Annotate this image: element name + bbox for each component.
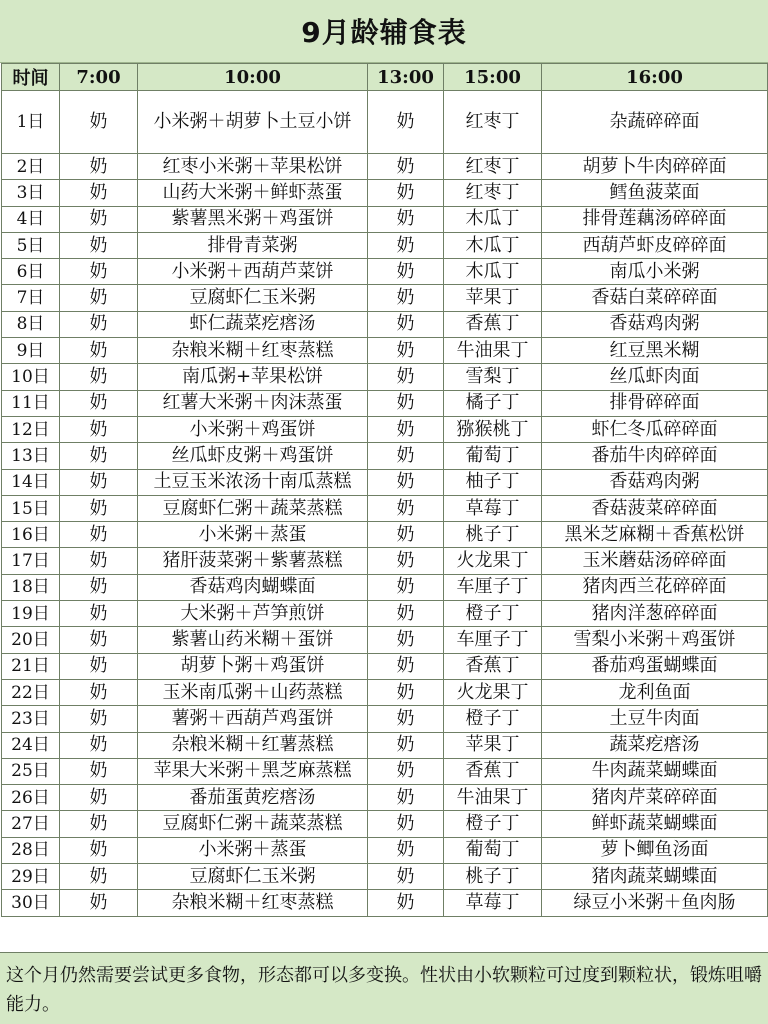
- cell-10am: 红薯大米粥＋肉沫蒸蛋: [138, 390, 368, 416]
- cell-7am: 奶: [60, 91, 138, 154]
- cell-10am: 杂粮米糊＋红薯蒸糕: [138, 732, 368, 758]
- date-cell: 21日: [2, 653, 60, 679]
- cell-7am: 奶: [60, 811, 138, 837]
- date-cell: 8日: [2, 311, 60, 337]
- cell-1pm: 奶: [368, 416, 444, 442]
- cell-1pm: 奶: [368, 785, 444, 811]
- cell-10am: 小米粥＋蒸蛋: [138, 837, 368, 863]
- cell-10am: 胡萝卜粥＋鸡蛋饼: [138, 653, 368, 679]
- cell-4pm: 香菇鸡肉粥: [542, 311, 768, 337]
- cell-4pm: 玉米蘑菇汤碎碎面: [542, 548, 768, 574]
- cell-1pm: 奶: [368, 837, 444, 863]
- cell-10am: 猪肝菠菜粥＋紫薯蒸糕: [138, 548, 368, 574]
- cell-3pm: 牛油果丁: [444, 785, 542, 811]
- date-cell: 1日: [2, 91, 60, 154]
- date-cell: 11日: [2, 390, 60, 416]
- cell-3pm: 橙子丁: [444, 811, 542, 837]
- header-7am: 7:00: [60, 64, 138, 91]
- cell-7am: 奶: [60, 890, 138, 916]
- header-row: [2, 64, 768, 91]
- cell-4pm: 猪肉西兰花碎碎面: [542, 574, 768, 600]
- cell-1pm: 奶: [368, 890, 444, 916]
- cell-10am: 丝瓜虾皮粥＋鸡蛋饼: [138, 443, 368, 469]
- cell-10am: 豆腐虾仁粥＋蔬菜蒸糕: [138, 811, 368, 837]
- cell-3pm: 木瓜丁: [444, 206, 542, 232]
- cell-3pm: 橙子丁: [444, 706, 542, 732]
- date-cell: 22日: [2, 679, 60, 705]
- page-title: 9月龄辅食表: [0, 0, 768, 63]
- cell-7am: 奶: [60, 864, 138, 890]
- footer-note: 这个月仍然需要尝试更多食物，形态都可以多变换。性状由小软颗粒可过度到颗粒状，锻炼咀嚼能力。: [0, 952, 768, 1024]
- header-10am: 10:00: [138, 64, 368, 91]
- cell-3pm: 红枣丁: [444, 91, 542, 154]
- table-row: [2, 180, 768, 206]
- cell-10am: 豆腐虾仁玉米粥: [138, 285, 368, 311]
- cell-7am: 奶: [60, 364, 138, 390]
- cell-3pm: 苹果丁: [444, 732, 542, 758]
- cell-7am: 奶: [60, 285, 138, 311]
- cell-4pm: 黑米芝麻糊＋香蕉松饼: [542, 522, 768, 548]
- cell-4pm: 鲜虾蔬菜蝴蝶面: [542, 811, 768, 837]
- cell-10am: 豆腐虾仁粥＋蔬菜蒸糕: [138, 495, 368, 521]
- table-row: [2, 259, 768, 285]
- cell-10am: 番茄蛋黄疙瘩汤: [138, 785, 368, 811]
- cell-1pm: 奶: [368, 259, 444, 285]
- cell-3pm: 橙子丁: [444, 601, 542, 627]
- cell-10am: 豆腐虾仁玉米粥: [138, 864, 368, 890]
- cell-1pm: 奶: [368, 443, 444, 469]
- cell-3pm: 香蕉丁: [444, 758, 542, 784]
- table-row: [2, 864, 768, 890]
- cell-10am: 紫薯黑米粥＋鸡蛋饼: [138, 206, 368, 232]
- cell-1pm: 奶: [368, 601, 444, 627]
- table-row: [2, 390, 768, 416]
- date-cell: 17日: [2, 548, 60, 574]
- date-cell: 12日: [2, 416, 60, 442]
- cell-10am: 大米粥＋芦笋煎饼: [138, 601, 368, 627]
- cell-3pm: 苹果丁: [444, 285, 542, 311]
- cell-10am: 小米粥＋蒸蛋: [138, 522, 368, 548]
- cell-3pm: 桃子丁: [444, 864, 542, 890]
- table-row: [2, 706, 768, 732]
- cell-7am: 奶: [60, 390, 138, 416]
- cell-1pm: 奶: [368, 706, 444, 732]
- cell-4pm: 萝卜鲫鱼汤面: [542, 837, 768, 863]
- cell-3pm: 车厘子丁: [444, 574, 542, 600]
- cell-7am: 奶: [60, 180, 138, 206]
- cell-7am: 奶: [60, 758, 138, 784]
- date-cell: 28日: [2, 837, 60, 863]
- cell-10am: 小米粥＋鸡蛋饼: [138, 416, 368, 442]
- cell-3pm: 红枣丁: [444, 180, 542, 206]
- date-cell: 23日: [2, 706, 60, 732]
- date-cell: 9日: [2, 338, 60, 364]
- cell-4pm: 番茄牛肉碎碎面: [542, 443, 768, 469]
- cell-4pm: 香菇白菜碎碎面: [542, 285, 768, 311]
- cell-3pm: 车厘子丁: [444, 627, 542, 653]
- cell-7am: 奶: [60, 679, 138, 705]
- cell-4pm: 龙利鱼面: [542, 679, 768, 705]
- cell-3pm: 牛油果丁: [444, 338, 542, 364]
- date-cell: 27日: [2, 811, 60, 837]
- cell-3pm: 桃子丁: [444, 522, 542, 548]
- cell-4pm: 土豆牛肉面: [542, 706, 768, 732]
- cell-10am: 土豆玉米浓汤十南瓜蒸糕: [138, 469, 368, 495]
- cell-10am: 排骨青菜粥: [138, 232, 368, 258]
- date-cell: 30日: [2, 890, 60, 916]
- date-cell: 18日: [2, 574, 60, 600]
- cell-7am: 奶: [60, 469, 138, 495]
- cell-1pm: 奶: [368, 679, 444, 705]
- cell-3pm: 草莓丁: [444, 495, 542, 521]
- table-row: [2, 416, 768, 442]
- table-row: [2, 311, 768, 337]
- cell-4pm: 红豆黑米糊: [542, 338, 768, 364]
- cell-4pm: 丝瓜虾肉面: [542, 364, 768, 390]
- cell-3pm: 柚子丁: [444, 469, 542, 495]
- cell-4pm: 蔬菜疙瘩汤: [542, 732, 768, 758]
- date-cell: 25日: [2, 758, 60, 784]
- cell-4pm: 杂蔬碎碎面: [542, 91, 768, 154]
- cell-7am: 奶: [60, 706, 138, 732]
- date-cell: 26日: [2, 785, 60, 811]
- cell-1pm: 奶: [368, 311, 444, 337]
- cell-4pm: 香菇菠菜碎碎面: [542, 495, 768, 521]
- cell-10am: 南瓜粥+苹果松饼: [138, 364, 368, 390]
- cell-10am: 杂粮米糊＋红枣蒸糕: [138, 890, 368, 916]
- table-row: [2, 758, 768, 784]
- cell-4pm: 猪肉芹菜碎碎面: [542, 785, 768, 811]
- cell-1pm: 奶: [368, 522, 444, 548]
- cell-4pm: 鳕鱼菠菜面: [542, 180, 768, 206]
- cell-4pm: 虾仁冬瓜碎碎面: [542, 416, 768, 442]
- cell-10am: 山药大米粥＋鲜虾蒸蛋: [138, 180, 368, 206]
- cell-1pm: 奶: [368, 548, 444, 574]
- cell-3pm: 木瓜丁: [444, 259, 542, 285]
- table-row: [2, 232, 768, 258]
- table-row: [2, 285, 768, 311]
- date-cell: 14日: [2, 469, 60, 495]
- cell-7am: 奶: [60, 837, 138, 863]
- cell-7am: 奶: [60, 627, 138, 653]
- header-time: 时间: [2, 64, 60, 91]
- table-row: [2, 653, 768, 679]
- date-cell: 24日: [2, 732, 60, 758]
- cell-3pm: 木瓜丁: [444, 232, 542, 258]
- cell-1pm: 奶: [368, 811, 444, 837]
- cell-1pm: 奶: [368, 154, 444, 180]
- cell-3pm: 橘子丁: [444, 390, 542, 416]
- cell-10am: 红枣小米粥＋苹果松饼: [138, 154, 368, 180]
- table-row: [2, 732, 768, 758]
- cell-7am: 奶: [60, 653, 138, 679]
- date-cell: 7日: [2, 285, 60, 311]
- cell-3pm: 火龙果丁: [444, 679, 542, 705]
- table-row: [2, 469, 768, 495]
- date-cell: 5日: [2, 232, 60, 258]
- header-3pm: 15:00: [444, 64, 542, 91]
- cell-1pm: 奶: [368, 285, 444, 311]
- cell-3pm: 香蕉丁: [444, 653, 542, 679]
- cell-1pm: 奶: [368, 338, 444, 364]
- table-row: [2, 811, 768, 837]
- cell-4pm: 雪梨小米粥＋鸡蛋饼: [542, 627, 768, 653]
- meal-table: [1, 63, 768, 917]
- table-row: [2, 679, 768, 705]
- cell-1pm: 奶: [368, 758, 444, 784]
- cell-7am: 奶: [60, 443, 138, 469]
- cell-7am: 奶: [60, 338, 138, 364]
- cell-7am: 奶: [60, 548, 138, 574]
- table-row: [2, 574, 768, 600]
- header-4pm: 16:00: [542, 64, 768, 91]
- cell-3pm: 红枣丁: [444, 154, 542, 180]
- cell-4pm: 猪肉蔬菜蝴蝶面: [542, 864, 768, 890]
- cell-7am: 奶: [60, 311, 138, 337]
- date-cell: 19日: [2, 601, 60, 627]
- cell-4pm: 番茄鸡蛋蝴蝶面: [542, 653, 768, 679]
- date-cell: 15日: [2, 495, 60, 521]
- cell-7am: 奶: [60, 574, 138, 600]
- cell-1pm: 奶: [368, 627, 444, 653]
- table-row: [2, 206, 768, 232]
- cell-7am: 奶: [60, 259, 138, 285]
- cell-1pm: 奶: [368, 653, 444, 679]
- table-row: [2, 154, 768, 180]
- cell-7am: 奶: [60, 232, 138, 258]
- cell-10am: 香菇鸡肉蝴蝶面: [138, 574, 368, 600]
- date-cell: 2日: [2, 154, 60, 180]
- cell-4pm: 猪肉洋葱碎碎面: [542, 601, 768, 627]
- table-row: [2, 495, 768, 521]
- cell-4pm: 排骨碎碎面: [542, 390, 768, 416]
- cell-7am: 奶: [60, 154, 138, 180]
- cell-7am: 奶: [60, 732, 138, 758]
- date-cell: 29日: [2, 864, 60, 890]
- cell-10am: 苹果大米粥＋黑芝麻蒸糕: [138, 758, 368, 784]
- date-cell: 10日: [2, 364, 60, 390]
- cell-1pm: 奶: [368, 364, 444, 390]
- table-row: [2, 338, 768, 364]
- cell-1pm: 奶: [368, 91, 444, 154]
- date-cell: 4日: [2, 206, 60, 232]
- cell-3pm: 火龙果丁: [444, 548, 542, 574]
- table-body: [2, 91, 768, 917]
- cell-1pm: 奶: [368, 390, 444, 416]
- cell-1pm: 奶: [368, 864, 444, 890]
- table-row: [2, 522, 768, 548]
- cell-10am: 杂粮米糊＋红枣蒸糕: [138, 338, 368, 364]
- date-cell: 16日: [2, 522, 60, 548]
- cell-3pm: 葡萄丁: [444, 443, 542, 469]
- table-row: [2, 627, 768, 653]
- cell-7am: 奶: [60, 416, 138, 442]
- table-row: [2, 837, 768, 863]
- cell-7am: 奶: [60, 206, 138, 232]
- cell-10am: 虾仁蔬菜疙瘩汤: [138, 311, 368, 337]
- table-row: [2, 548, 768, 574]
- cell-4pm: 香菇鸡肉粥: [542, 469, 768, 495]
- cell-3pm: 猕猴桃丁: [444, 416, 542, 442]
- date-cell: 20日: [2, 627, 60, 653]
- cell-3pm: 香蕉丁: [444, 311, 542, 337]
- table-row: [2, 364, 768, 390]
- cell-1pm: 奶: [368, 732, 444, 758]
- cell-10am: 薯粥＋西葫芦鸡蛋饼: [138, 706, 368, 732]
- cell-1pm: 奶: [368, 469, 444, 495]
- date-cell: 6日: [2, 259, 60, 285]
- cell-3pm: 草莓丁: [444, 890, 542, 916]
- table-row: [2, 890, 768, 916]
- cell-1pm: 奶: [368, 232, 444, 258]
- cell-1pm: 奶: [368, 495, 444, 521]
- cell-10am: 玉米南瓜粥＋山药蒸糕: [138, 679, 368, 705]
- cell-4pm: 南瓜小米粥: [542, 259, 768, 285]
- cell-3pm: 葡萄丁: [444, 837, 542, 863]
- cell-4pm: 西葫芦虾皮碎碎面: [542, 232, 768, 258]
- date-cell: 3日: [2, 180, 60, 206]
- table-row: [2, 601, 768, 627]
- cell-1pm: 奶: [368, 180, 444, 206]
- cell-7am: 奶: [60, 495, 138, 521]
- cell-4pm: 胡萝卜牛肉碎碎面: [542, 154, 768, 180]
- cell-4pm: 绿豆小米粥＋鱼肉肠: [542, 890, 768, 916]
- cell-1pm: 奶: [368, 574, 444, 600]
- cell-1pm: 奶: [368, 206, 444, 232]
- date-cell: 13日: [2, 443, 60, 469]
- table-row: [2, 91, 768, 154]
- cell-10am: 小米粥＋西葫芦菜饼: [138, 259, 368, 285]
- cell-3pm: 雪梨丁: [444, 364, 542, 390]
- cell-4pm: 排骨莲藕汤碎碎面: [542, 206, 768, 232]
- cell-10am: 紫薯山药米糊＋蛋饼: [138, 627, 368, 653]
- cell-7am: 奶: [60, 601, 138, 627]
- table-row: [2, 785, 768, 811]
- table-row: [2, 443, 768, 469]
- cell-4pm: 牛肉蔬菜蝴蝶面: [542, 758, 768, 784]
- cell-7am: 奶: [60, 785, 138, 811]
- cell-7am: 奶: [60, 522, 138, 548]
- cell-10am: 小米粥＋胡萝卜土豆小饼: [138, 91, 368, 154]
- header-1pm: 13:00: [368, 64, 444, 91]
